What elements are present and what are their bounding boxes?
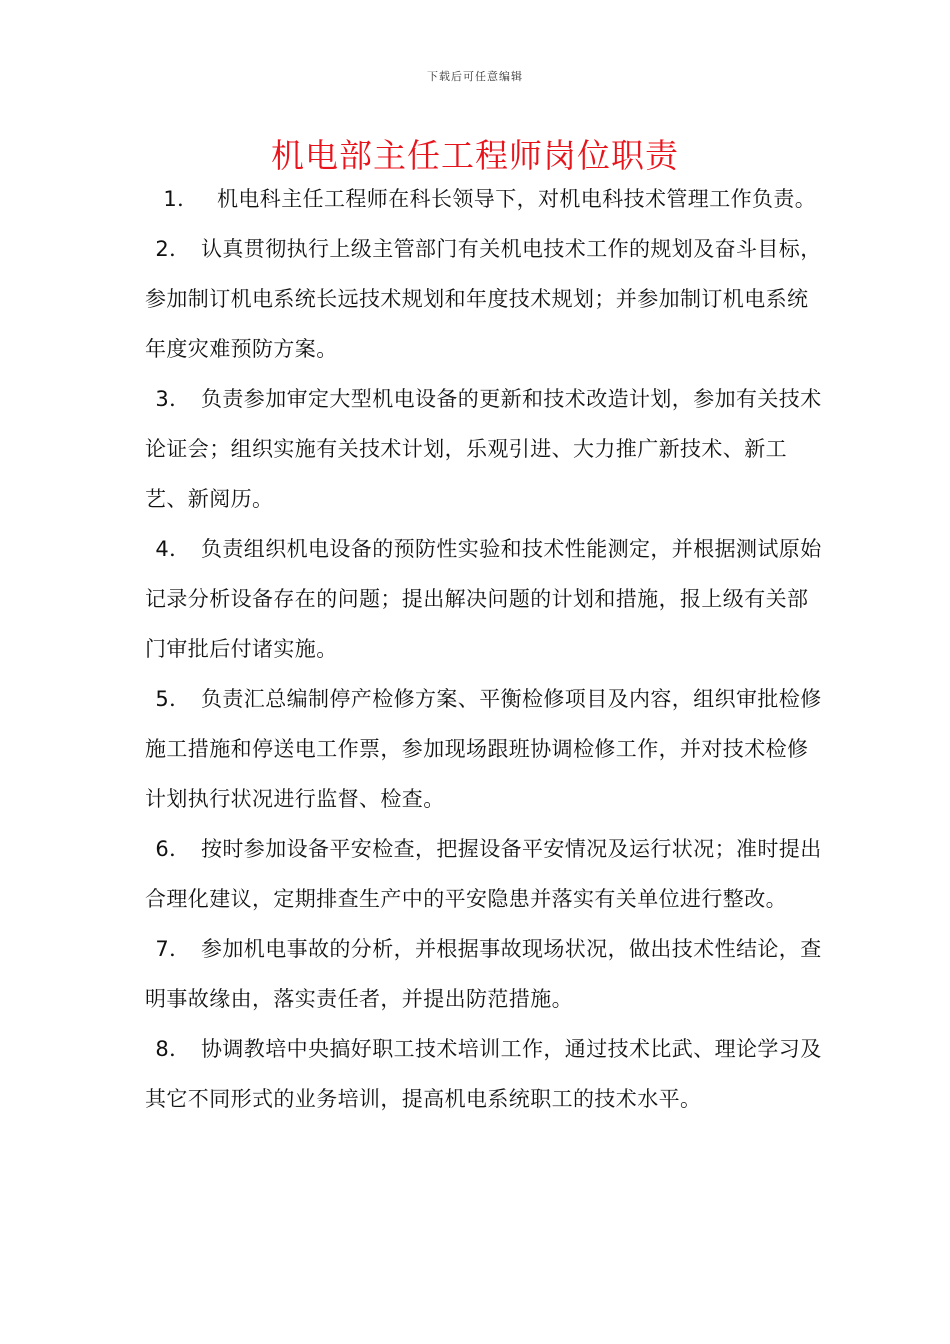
item-text: 机电科主任工程师在科长领导下，对机电科技术管理工作负责。 (217, 187, 817, 211)
list-item-6 (145, 824, 825, 924)
list-item-1 (145, 174, 825, 224)
item-text: 负责组织机电设备的预防性实验和技术性能测定，并根据测试原始记录分析设备存在的问题；提出解决问题的计划和措施，报上级有关部门审批后付诸实施。 (145, 537, 822, 661)
item-number: 2． (155, 237, 191, 261)
item-number: 4． (155, 537, 191, 561)
item-number: 1． (163, 187, 199, 211)
item-number: 7． (155, 937, 191, 961)
item-text: 协调教培中央搞好职工技术培训工作，通过技术比武、理论学习及其它不同形式的业务培训，提高机电系统职工的技术水平。 (145, 1037, 822, 1111)
item-number: 6． (155, 837, 191, 861)
item-number: 8． (155, 1037, 191, 1061)
header-note: 下载后可任意编辑 (427, 70, 523, 83)
item-text: 负责参加审定大型机电设备的更新和技术改造计划，参加有关技术论证会；组织实施有关技术计划，乐观引进、大力推广新技术、新工艺、新阅历。 (145, 387, 822, 511)
item-text: 负责汇总编制停产检修方案、平衡检修项目及内容，组织审批检修施工措施和停送电工作票，参加现场跟班协调检修工作，并对技术检修计划执行状况进行监督、检查。 (145, 687, 822, 811)
document-title: 机电部主任工程师岗位职责 (271, 136, 679, 175)
list-item-3 (145, 374, 825, 524)
list-item-8 (145, 1024, 825, 1124)
item-number: 3． (155, 387, 191, 411)
item-number: 5． (155, 687, 191, 711)
duty-list (145, 174, 825, 1124)
item-text: 按时参加设备平安检查，把握设备平安情况及运行状况；准时提出合理化建议，定期排查生产中的平安隐患并落实有关单位进行整改。 (145, 837, 822, 911)
list-item-2 (145, 224, 825, 374)
item-text: 参加机电事故的分析，并根据事故现场状况，做出技术性结论，查明事故缘由，落实责任者，并提出防范措施。 (145, 937, 822, 1011)
list-item-5 (145, 674, 825, 824)
list-item-4 (145, 524, 825, 674)
item-text: 认真贯彻执行上级主管部门有关机电技术工作的规划及奋斗目标，参加制订机电系统长远技术规划和年度技术规划；并参加制订机电系统年度灾难预防方案。 (145, 237, 822, 361)
list-item-7 (145, 924, 825, 1024)
